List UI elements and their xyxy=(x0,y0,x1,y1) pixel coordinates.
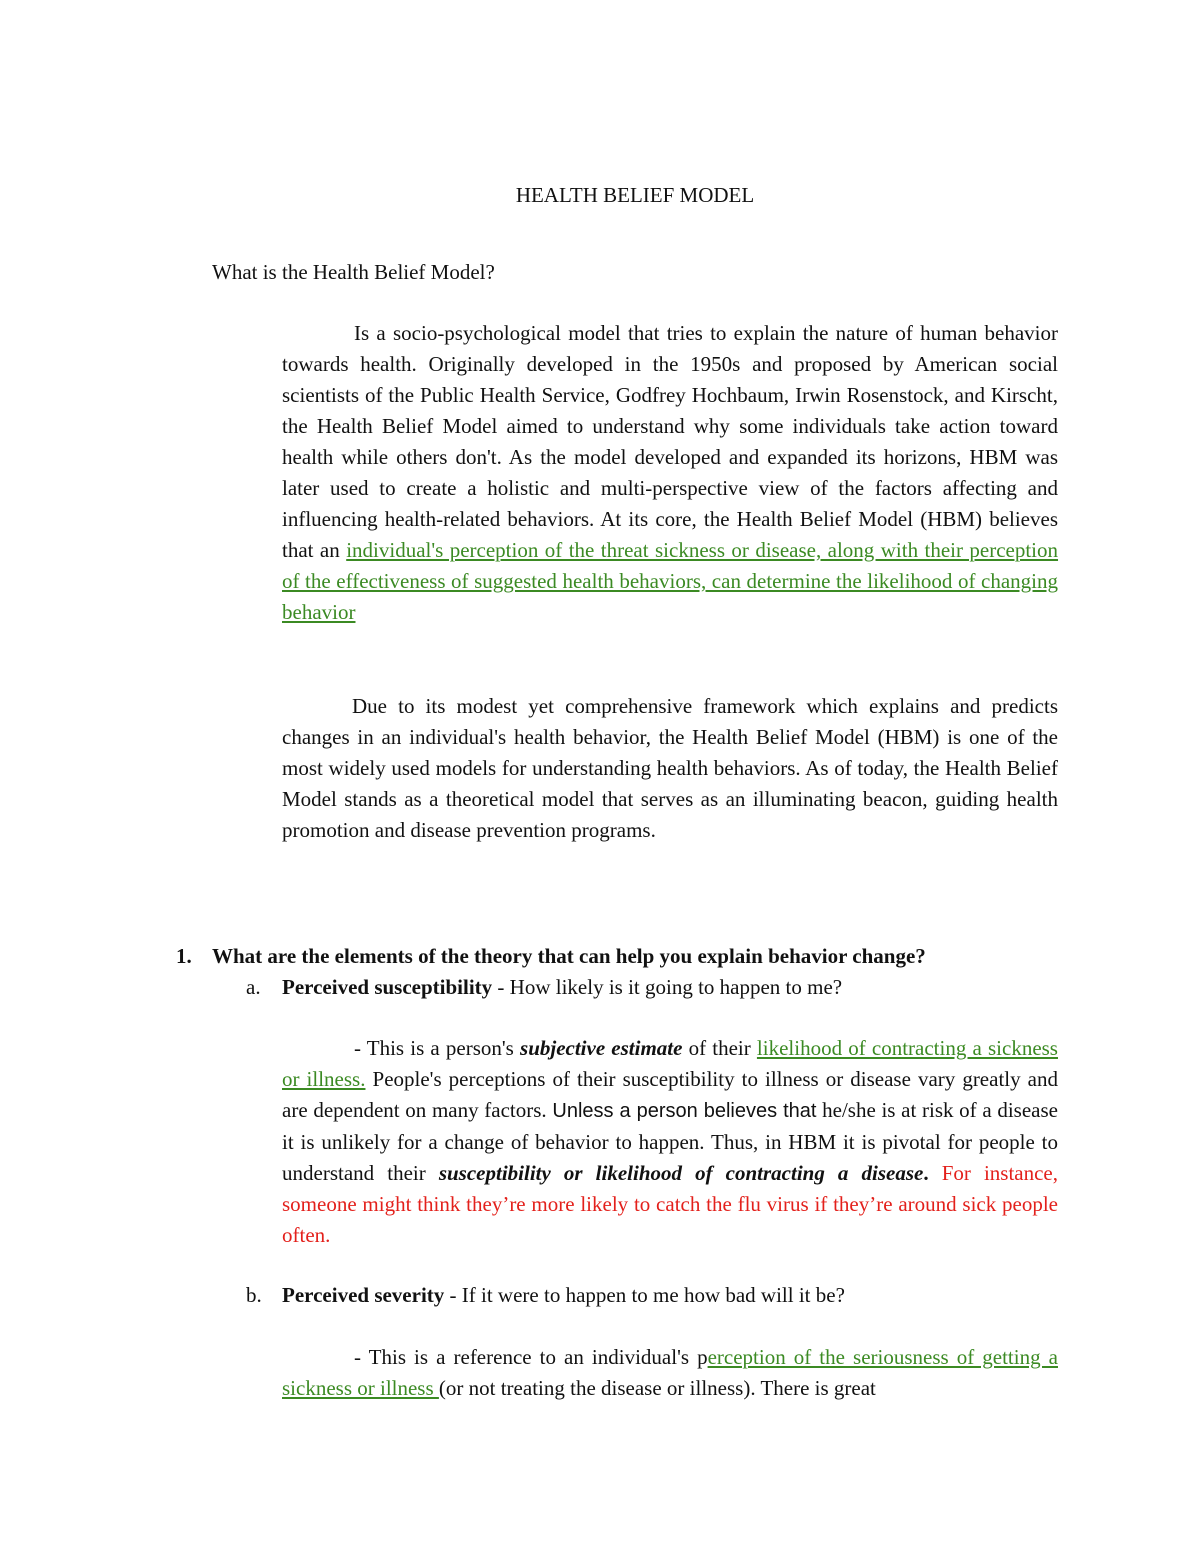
text-run: - This is a reference to an individual's p xyxy=(354,1345,708,1369)
text-run: Unless a person believes that xyxy=(552,1100,817,1122)
document-title: HEALTH BELIEF MODEL xyxy=(515,183,755,207)
list-heading xyxy=(176,941,926,972)
text-run: he/she is at risk of a disease it is unlikely for a change of behavior to happen. Thus, in HBM it is pivotal for people to understand their xyxy=(282,1098,1058,1185)
text-run: People's perceptions of their susceptibility to illness or disease vary greatly and are dependent on many factors. xyxy=(282,1067,1058,1122)
text-run: . xyxy=(923,1161,942,1185)
highlighted-text: erception of the seriousness of getting a sickness or illness xyxy=(282,1345,1058,1400)
text-run: - This is a person's xyxy=(354,1036,521,1060)
susceptibility-paragraph xyxy=(282,1033,1058,1251)
definition-paragraph xyxy=(282,318,1058,628)
framework-paragraph xyxy=(282,691,1058,846)
section-question: What is the Health Belief Model? xyxy=(212,260,495,284)
text-run: (or not treating the disease or illness). There is great xyxy=(438,1376,876,1400)
example-text: For instance, someone might think they’re more likely to catch the flu virus if they’re around sick people often. xyxy=(282,1161,1059,1247)
emphasis-text: subjective estimate xyxy=(520,1036,683,1060)
paragraph-text: Is a socio-psychological model that tries to explain the nature of human behavior towards health. Originally developed in the 1950s and proposed by American social scientists of the Public Health Service, Godfrey Hochbaum, Irwin Rosenstock, and Kirscht, the Health Belief Model aimed to understand why some individuals take action toward health while others don't. As the model developed and expanded its horizons, HBM was later used to create a holistic and multi-perspective view of the factors affecting and influencing health-related behaviors. At its core, the Health Belief Model (HBM) believes that an xyxy=(282,321,1058,562)
emphasis-text: susceptibility or likelihood of contracting a disease xyxy=(438,1161,924,1185)
paragraph-text: Due to its modest yet comprehensive framework which explains and predicts changes in an individual's health behavior, the Health Belief Model (HBM) is one of the most widely used models for understanding health behaviors. As of today, the Health Belief Model stands as a theoretical model that serves as an illuminating beacon, guiding health promotion and disease prevention programs. xyxy=(282,694,1058,842)
item-term: Perceived severity xyxy=(282,1283,445,1307)
list-item-susceptibility xyxy=(246,972,842,1003)
highlighted-text: likelihood of contracting a sickness or illness. xyxy=(282,1036,1058,1091)
list-item-severity xyxy=(246,1280,845,1311)
item-letter: b. xyxy=(246,1283,262,1307)
text-run: of their xyxy=(682,1036,757,1060)
severity-paragraph xyxy=(282,1342,1058,1404)
item-letter: a. xyxy=(246,975,261,999)
item-question: - If it were to happen to me how bad will it be? xyxy=(444,1283,845,1307)
item-question: - How likely is it going to happen to me? xyxy=(492,975,843,999)
highlighted-text: individual's perception of the threat sickness or disease, along with their perception of the effectiveness of suggested health behaviors, can determine the likelihood of changing behavior xyxy=(282,538,1059,624)
item-term: Perceived susceptibility xyxy=(282,975,493,999)
list-heading-text: What are the elements of the theory that can help you explain behavior change? xyxy=(212,944,926,968)
list-number: 1. xyxy=(176,944,192,968)
